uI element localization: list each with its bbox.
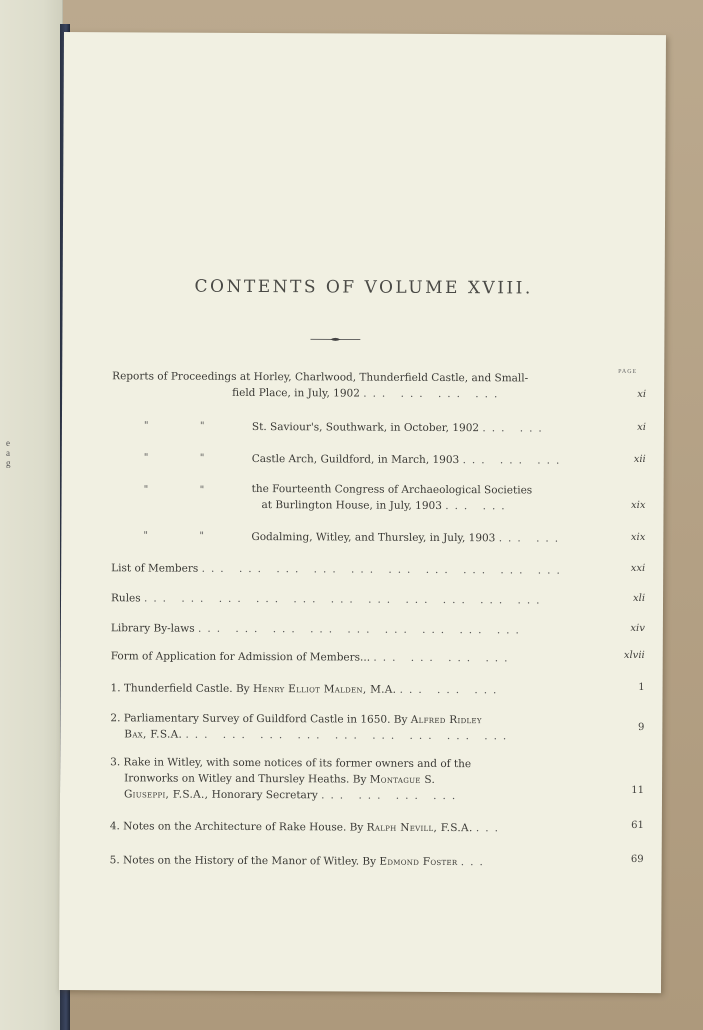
paper-page-3: 11 [631, 784, 645, 797]
library-bylaws-page: xiv [630, 622, 645, 635]
paper-entry-4: 4. Notes on the Architecture of Rake House. By Ralph Nevill, F.S.A. ... [109, 820, 504, 835]
list-of-members-entry: List of Members ... ... ... ... ... ... ... ... ... ... [111, 562, 566, 577]
paper-entry-1: 1. Thunderfield Castle. By Henry Elliot Malden, M.A. ... ... ... [110, 682, 503, 697]
paper-entry-5: 5. Notes on the History of the Manor of Witley. By Edmond Foster ... [109, 854, 489, 869]
rules-page: xli [632, 592, 646, 605]
ditto-mark: " [143, 530, 149, 542]
paper-entry-3: 3. Rake in Witley, with some notices of its former owners and of the Ironworks on Witley and Thursley Heaths. By Montague S. Giuseppi, F.S.A., Honorary Secretary ... ... ... ... [110, 756, 472, 803]
ditto-mark: " [199, 484, 205, 496]
application-form-entry: Form of Application for Admission of Members... ... ... ... ... [110, 650, 514, 665]
page-title: CONTENTS OF VOLUME XVIII. [194, 276, 533, 299]
report-page-1: xi [637, 389, 647, 401]
ditto-mark: " [199, 420, 205, 432]
paper-page-4: 61 [631, 819, 644, 832]
report-entry-2: St. Saviour's, Southwark, in October, 1902 ... ... [251, 420, 548, 435]
ornament-rule [310, 336, 360, 342]
paper-page-1: 1 [638, 682, 645, 694]
report-page-5: xix [630, 531, 646, 544]
paper-page-5: 69 [630, 853, 644, 866]
ditto-mark: " [143, 420, 149, 432]
previous-page [0, 0, 63, 1030]
left-page-marks: e a g [6, 438, 11, 468]
library-bylaws-entry: Library By-laws ... ... ... ... ... ... ... ... ... [110, 622, 525, 637]
rules-entry: Rules ... ... ... ... ... ... ... ... ... ... ... [111, 592, 546, 607]
list-of-members-page: xxi [630, 562, 646, 575]
report-page-4: xix [631, 499, 646, 512]
ditto-mark: " [199, 452, 205, 464]
application-form-page: xlvii [623, 649, 645, 662]
report-page-2: xi [637, 422, 646, 434]
ditto-mark: " [143, 452, 149, 464]
report-page-3: xii [633, 453, 646, 466]
report-entry-3: Castle Arch, Guildford, in March, 1903 ... ... ... [251, 452, 566, 467]
paper-entry-2: 2. Parliamentary Survey of Guildford Castle in 1650. By Alfred Ridley Bax, F.S.A. ... ... ... ... ... ... ... ... ... [110, 712, 513, 743]
report-entry-5: Godalming, Witley, and Thursley, in July, 1903 ... ... [251, 530, 565, 545]
contents-page [59, 32, 666, 993]
ditto-mark: " [143, 484, 149, 496]
ditto-mark: " [199, 530, 204, 542]
page-column-label: PAGE [618, 368, 638, 376]
paper-page-2: 9 [637, 722, 645, 734]
report-entry-4: the Fourteenth Congress of Archaeological Societies at Burlington House, in July, 1903 ... ... [251, 482, 533, 513]
report-entry-1: Reports of Proceedings at Horley, Charlwood, Thunderfield Castle, and Small- field Place, in July, 1902 ... ... ... ... [112, 370, 529, 401]
